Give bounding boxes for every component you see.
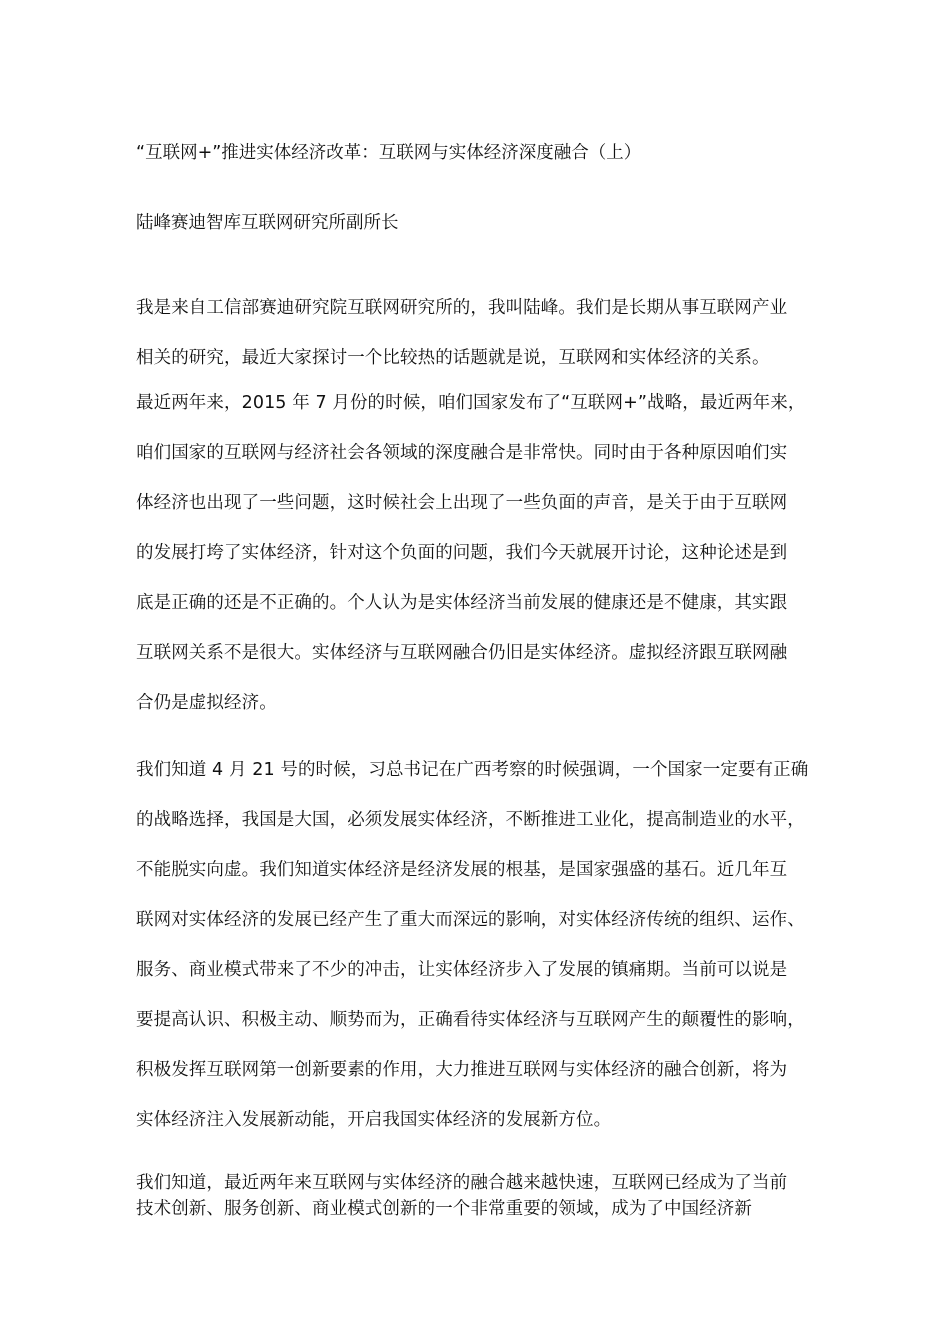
- paragraph-line: 的发展打垮了实体经济，针对这个负面的问题，我们今天就展开讨论，这种论述是到: [136, 543, 788, 563]
- paragraph-4: [136, 1170, 826, 1222]
- paragraph-line: 服务、商业模式带来了不少的冲击，让实体经济步入了发展的镇痛期。当前可以说是: [136, 960, 788, 980]
- paragraph-line: 咱们国家的互联网与经济社会各领域的深度融合是非常快。同时由于各种原因咱们实: [136, 443, 788, 463]
- document-title: “互联网+”推进实体经济改革：互联网与实体经济深度融合（上）: [136, 143, 642, 163]
- paragraph-line: 我们知道，最近两年来互联网与实体经济的融合越来越快速，互联网已经成为了当前: [136, 1173, 788, 1193]
- paragraph-line: 实体经济注入发展新动能，开启我国实体经济的发展新方位。: [136, 1110, 612, 1130]
- paragraph-line: 互联网关系不是很大。实体经济与互联网融合仍旧是实体经济。虚拟经济跟互联网融: [136, 643, 788, 663]
- paragraph-line: 相关的研究，最近大家探讨一个比较热的话题就是说，互联网和实体经济的关系。: [136, 348, 770, 368]
- paragraph-3: [136, 745, 826, 1145]
- paragraph-line: 我们知道 4 月 21 号的时候，习总书记在广西考察的时候强调，一个国家一定要有正确: [136, 760, 809, 780]
- paragraph-1: [136, 283, 826, 383]
- paragraph-line: 的战略选择，我国是大国，必须发展实体经济，不断推进工业化，提高制造业的水平，: [136, 810, 805, 830]
- paragraph-line: 技术创新、服务创新、商业模式创新的一个非常重要的领域，成为了中国经济新: [136, 1199, 752, 1219]
- paragraph-line: 积极发挥互联网第一创新要素的作用，大力推进互联网与实体经济的融合创新，将为: [136, 1060, 788, 1080]
- author-line: 陆峰赛迪智库互联网研究所副所长: [136, 213, 399, 233]
- paragraph-line: 底是正确的还是不正确的。个人认为是实体经济当前发展的健康还是不健康，其实跟: [136, 593, 788, 613]
- paragraph-line: 体经济也出现了一些问题，这时候社会上出现了一些负面的声音，是关于由于互联网: [136, 493, 788, 513]
- paragraph-line: 不能脱实向虚。我们知道实体经济是经济发展的根基，是国家强盛的基石。近几年互: [136, 860, 788, 880]
- paragraph-line: 最近两年来，2015 年 7 月份的时候，咱们国家发布了“互联网+”战略，最近两年来，: [136, 393, 806, 413]
- paragraph-2: [136, 378, 826, 728]
- paragraph-line: 联网对实体经济的发展已经产生了重大而深远的影响，对实体经济传统的组织、运作、: [136, 910, 805, 930]
- paragraph-line: 要提高认识、积极主动、顺势而为，正确看待实体经济与互联网产生的颠覆性的影响，: [136, 1010, 805, 1030]
- paragraph-line: 合仍是虚拟经济。: [136, 693, 277, 713]
- paragraph-line: 我是来自工信部赛迪研究院互联网研究所的，我叫陆峰。我们是长期从事互联网产业: [136, 298, 788, 318]
